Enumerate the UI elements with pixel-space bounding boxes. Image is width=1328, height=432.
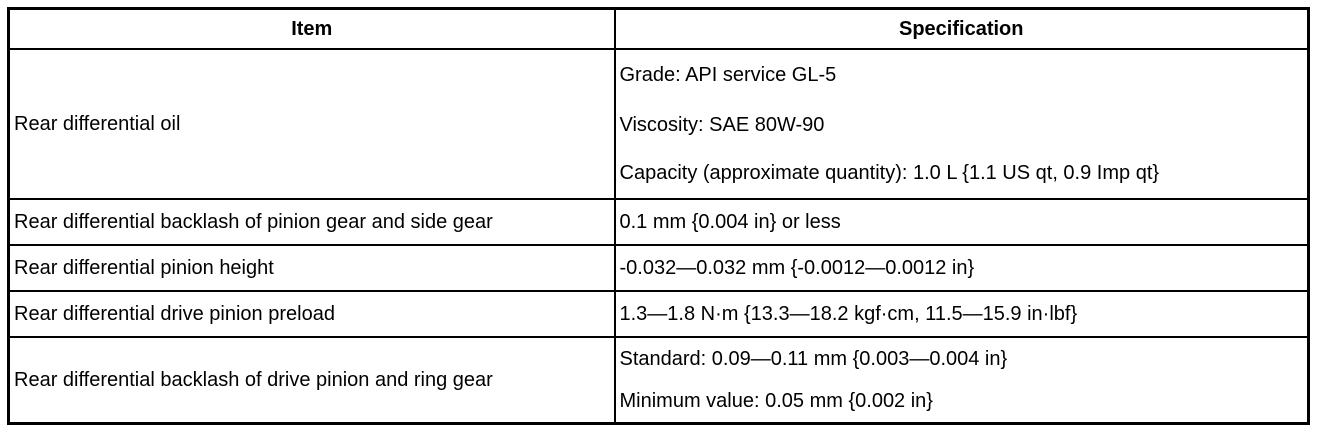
table-row	[9, 291, 1309, 337]
table-row	[9, 199, 1309, 245]
specification-table	[7, 7, 1310, 425]
spec-cell	[615, 49, 1309, 199]
spec-cell	[615, 337, 1309, 424]
spec-cell: -0.032—0.032 mm {-0.0012—0.0012 in}	[615, 245, 1309, 291]
table-header-row	[9, 9, 1309, 50]
column-header-specification: Specification	[615, 9, 1309, 50]
table-row	[9, 245, 1309, 291]
column-header-item: Item	[9, 9, 615, 50]
item-cell: Rear differential oil	[9, 49, 615, 199]
item-cell: Rear differential pinion height	[9, 245, 615, 291]
spec-line: Grade: API service GL-5	[619, 64, 837, 86]
item-cell: Rear differential backlash of drive pinion and ring gear	[9, 337, 615, 424]
item-cell: Rear differential drive pinion preload	[9, 291, 615, 337]
spec-cell: 0.1 mm {0.004 in} or less	[615, 199, 1309, 245]
spec-line: Standard: 0.09—0.11 mm {0.003—0.004 in}	[619, 348, 1008, 370]
spec-cell: 1.3—1.8 N·m {13.3—18.2 kgf·cm, 11.5—15.9 in·lbf}	[615, 291, 1309, 337]
item-cell: Rear differential backlash of pinion gear and side gear	[9, 199, 615, 245]
spec-line: Viscosity: SAE 80W-90	[619, 114, 825, 136]
spec-line: Capacity (approximate quantity): 1.0 L {1.1 US qt, 0.9 Imp qt}	[619, 162, 1160, 184]
spec-line: Minimum value: 0.05 mm {0.002 in}	[619, 390, 933, 412]
table-row	[9, 49, 1309, 199]
table-row	[9, 337, 1309, 424]
